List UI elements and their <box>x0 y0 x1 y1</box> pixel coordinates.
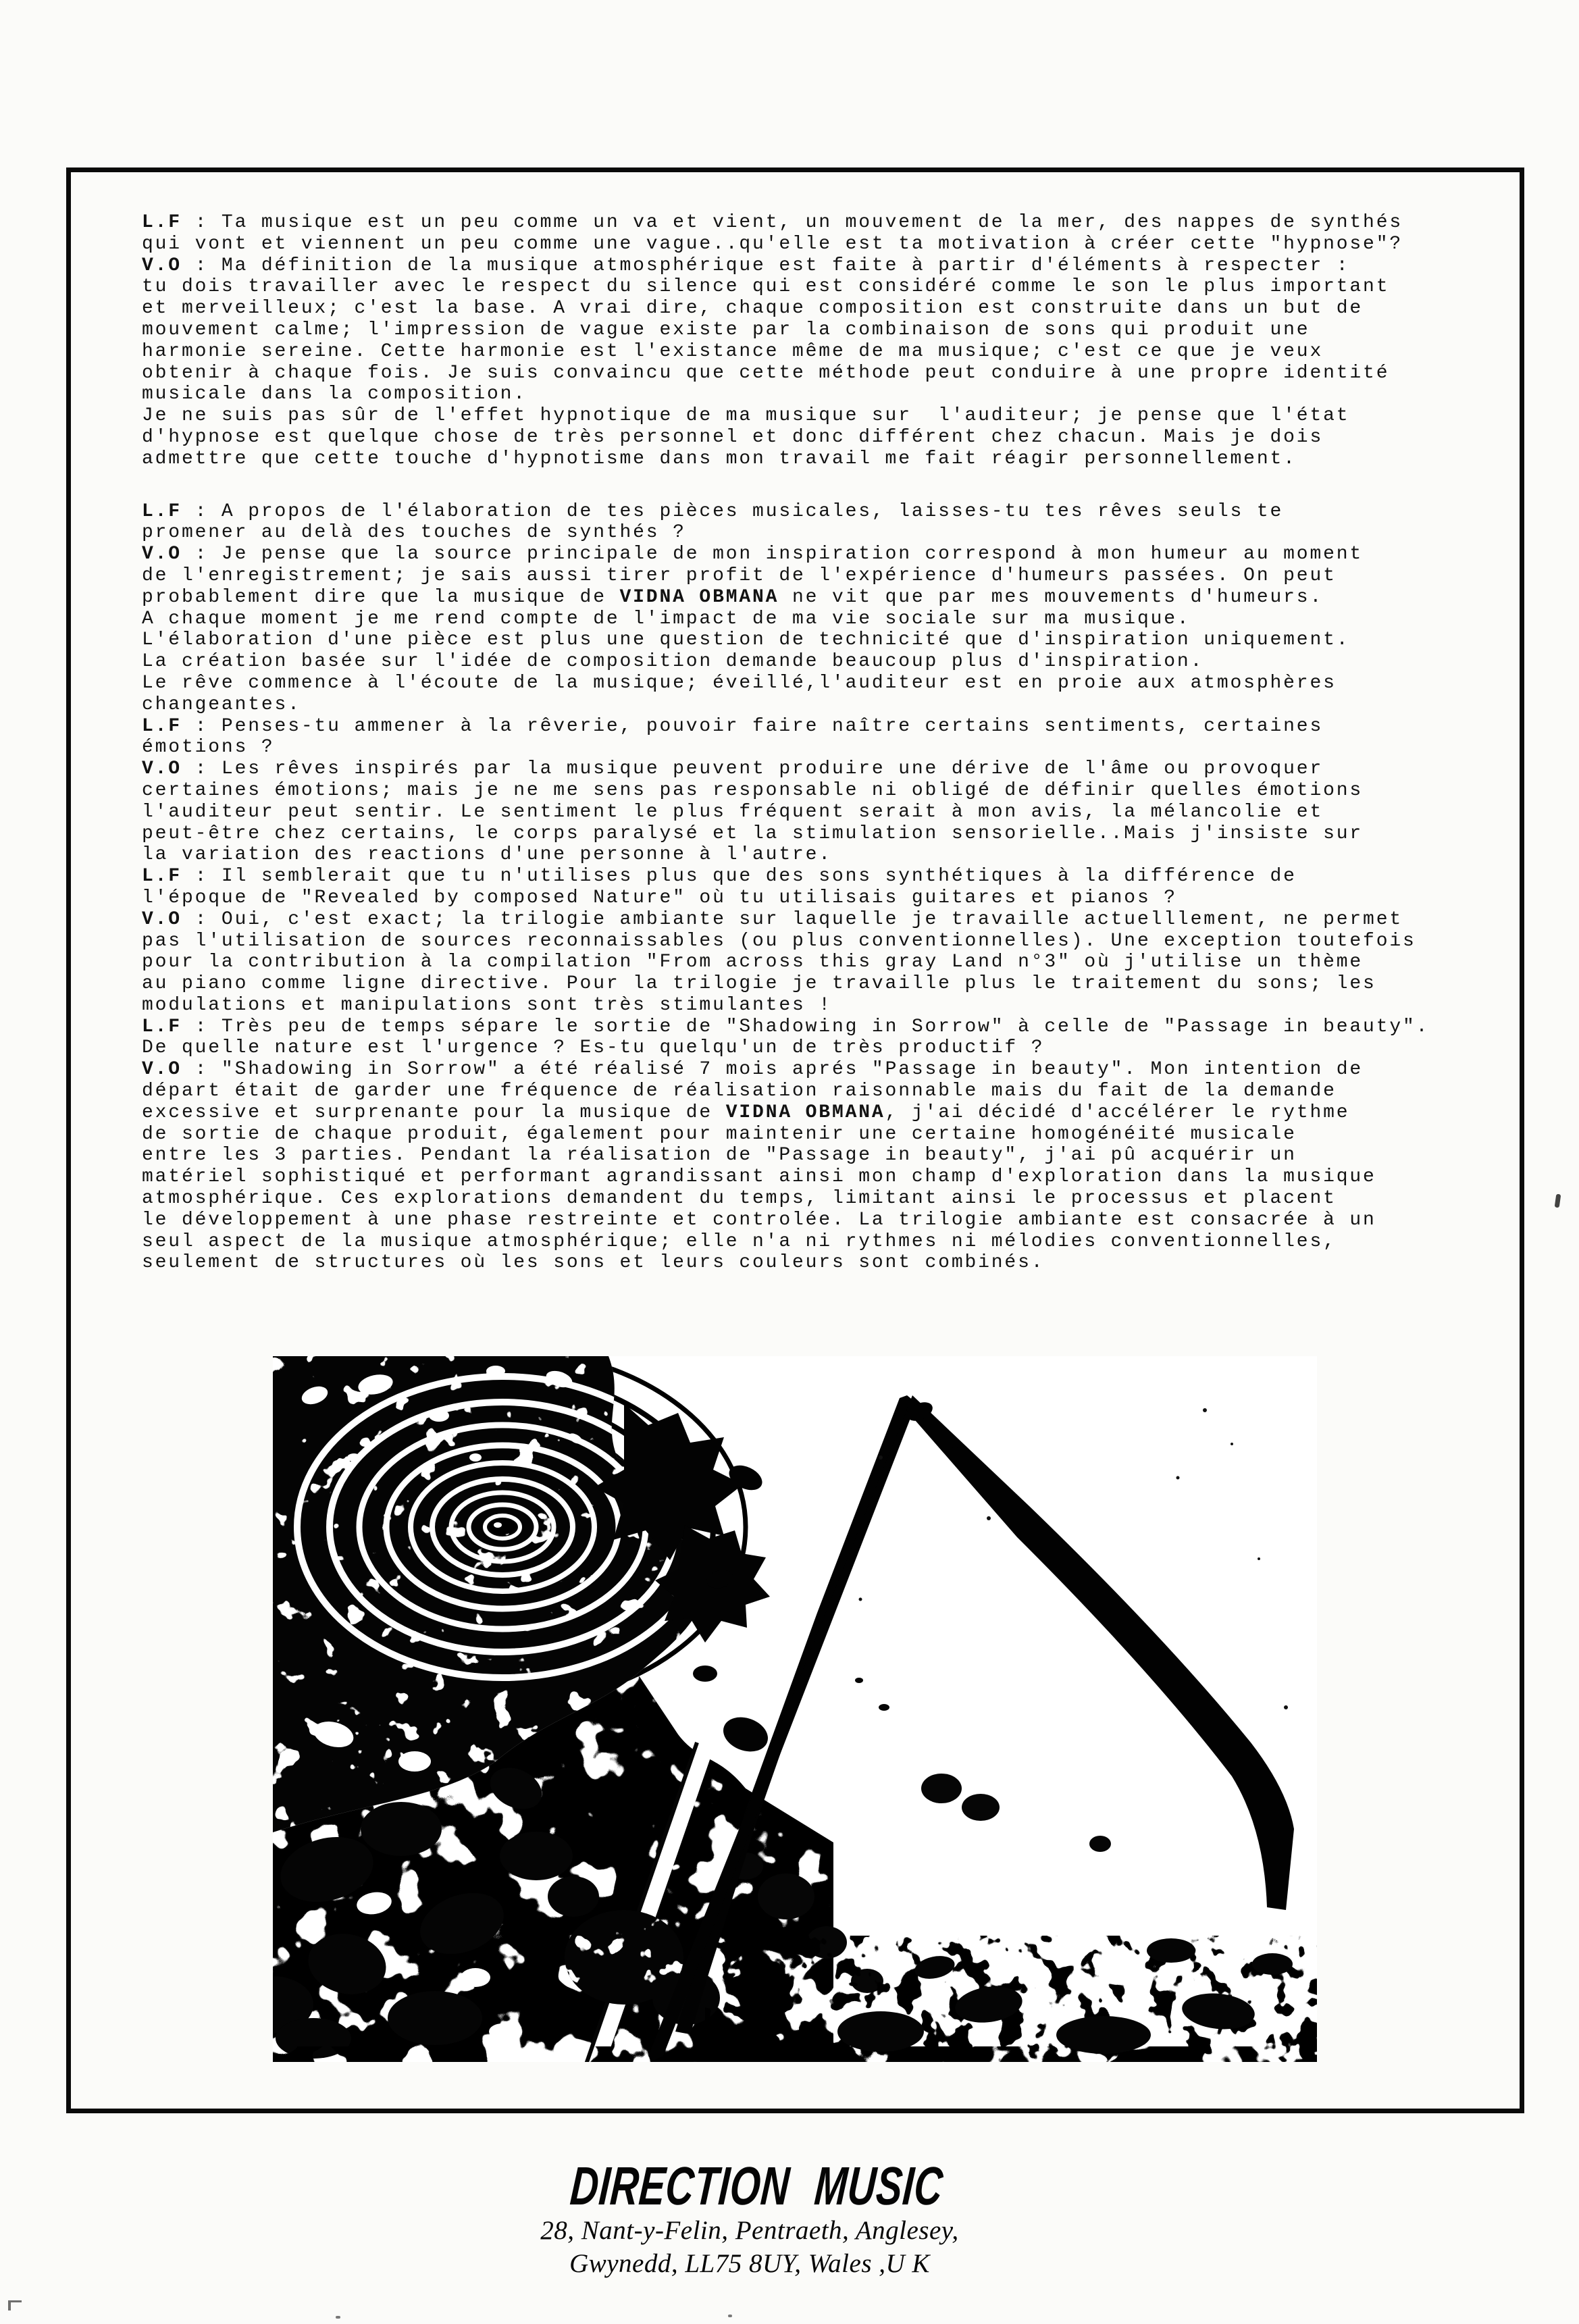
interview-line <box>142 651 1445 673</box>
interview-text-segment: : Penses-tu ammener à la rêverie, pouvoir faire naître certains sentiments, certaines <box>181 715 1324 737</box>
scan-artifact-corner <box>8 2300 22 2310</box>
interview-line <box>142 802 1445 823</box>
interview-text-segment: obtenir à chaque fois. Je suis convaincu que cette méthode peut conduire à une propre identité <box>142 362 1390 384</box>
ripple-center <box>489 1518 516 1534</box>
interview-text-segment: La création basée sur l'idée de composition demande beaucoup plus d'inspiration. <box>142 651 1204 673</box>
scan-artifact-dot <box>336 2316 340 2319</box>
interview-line <box>142 587 1445 609</box>
interview-text-segment: l'époque de "Revealed by composed Nature" où tu utilisais guitares et pianos ? <box>142 887 1177 908</box>
label-address-line1: 28, Nant-y-Felin, Pentraeth, Anglesey, <box>540 2216 959 2245</box>
interview-line <box>142 448 1445 470</box>
interview-line <box>142 758 1445 780</box>
interview-text-segment: la variation des reactions d'une personne à l'autre. <box>142 844 832 866</box>
interview-line <box>142 952 1445 973</box>
interview-line <box>142 501 1445 523</box>
label-address-line2: Gwynedd, LL75 8UY, Wales ,U K <box>569 2249 930 2278</box>
interview-text-segment: admettre que cette touche d'hypnotisme dans mon travail me fait réagir personnellement. <box>142 448 1297 469</box>
interview-text-segment: départ était de garder une fréquence de réalisation raisonnable mais du fait de la demande <box>142 1081 1337 1102</box>
interview-text-segment: certaines émotions; mais je ne me sens pas responsable ni obligé de définir quelles émotions <box>142 779 1364 801</box>
interview-text-segment: Je ne suis pas sûr de l'effet hypnotique de ma musique sur l'auditeur; je pense que l'état <box>142 405 1350 427</box>
interview-line <box>142 823 1445 845</box>
interview-text-segment: et merveilleux; c'est la base. A vrai dire, chaque composition est construite dans un but de <box>142 298 1364 319</box>
interview-line <box>142 780 1445 802</box>
interview-bold-segment: L.F <box>142 212 182 233</box>
interview-line <box>142 1252 1445 1274</box>
interview-text-segment: de l'enregistrement; je sais aussi tirer profit de l'expérience d'humeurs passées. On peut <box>142 565 1337 586</box>
interview-text-segment: : Oui, c'est exact; la trilogie ambiante sur laquelle je travaille actuelllement, ne permet <box>181 908 1403 930</box>
interview-text-segment: modulations et manipulations sont très stimulantes ! <box>142 994 832 1016</box>
interview-line <box>142 384 1445 405</box>
interview-line <box>142 694 1445 716</box>
interview-text-segment: : Ma définition de la musique atmosphérique est faite à partir d'éléments à respecter : <box>181 255 1350 276</box>
interview-line <box>142 737 1445 758</box>
interview-text-segment: promener au delà des touches de synthés ? <box>142 522 686 544</box>
interview-line <box>142 609 1445 630</box>
interview-line <box>142 887 1445 909</box>
interview-bold-segment: L.F <box>142 866 182 887</box>
interview-text-segment: : Il semblerait que tu n'utilises plus que des sons synthétiques à la différence de <box>181 866 1297 887</box>
interview-line <box>142 673 1445 694</box>
interview-text-segment: : A propos de l'élaboration de tes pièces musicales, laisses-tu tes rêves seuls te <box>181 500 1284 522</box>
interview-line <box>142 1102 1445 1124</box>
interview-line <box>142 1124 1445 1145</box>
photo <box>273 1356 1317 2062</box>
interview-line <box>142 1016 1445 1038</box>
interview-line <box>142 629 1445 651</box>
interview-text-segment: De quelle nature est l'urgence ? Es-tu quelqu'un de très productif ? <box>142 1037 1045 1059</box>
interview-text-segment: pas l'utilisation de sources reconnaissables (ou plus conventionnelles). Une exception toutefois <box>142 930 1416 952</box>
interview-line <box>142 276 1445 298</box>
interview-bold-segment: V.O <box>142 908 182 930</box>
interview-line <box>142 1037 1445 1059</box>
interview-text-segment: peut-être chez certains, le corps paralysé et la stimulation sensorielle..Mais j'insiste sur <box>142 823 1364 844</box>
interview-text-segment: ne vit que par mes mouvements d'humeurs. <box>779 586 1324 608</box>
interview-line <box>142 544 1445 565</box>
interview-text-segment: probablement dire que la musique de <box>142 586 620 608</box>
interview-bold-segment: V.O <box>142 758 182 780</box>
interview-text-segment: L'élaboration d'une pièce est plus une question de technicité que d'inspiration uniquement. <box>142 629 1350 651</box>
interview-line <box>142 1145 1445 1166</box>
interview-text-segment: tu dois travailler avec le respect du silence qui est considéré comme le son le plus important <box>142 276 1390 298</box>
interview-text-segment: A chaque moment je me rend compte de l'impact de ma vie sociale sur ma musique. <box>142 608 1191 629</box>
interview-text-segment: l'auditeur peut sentir. Le sentiment le plus fréquent serait à mon avis, la mélancolie et <box>142 801 1324 823</box>
interview-block <box>142 212 1445 470</box>
interview-text-segment: d'hypnose est quelque chose de très personnel et donc différent chez chacun. Mais je dois <box>142 426 1324 448</box>
label-name: DIRECTION MUSIC <box>568 2155 946 2217</box>
interview-line <box>142 255 1445 277</box>
footer <box>520 2155 979 2280</box>
interview-bold-segment: V.O <box>142 544 182 565</box>
interview-line <box>142 716 1445 738</box>
interview-text-segment: atmosphérique. Ces explorations demandent du temps, limitant ainsi le processus et placent <box>142 1188 1337 1210</box>
interview-text-segment: le développement à une phase restreinte et controlée. La trilogie ambiante est consacrée à un <box>142 1209 1376 1231</box>
interview-text-segment: : Je pense que la source principale de mon inspiration correspond à mon humeur au moment <box>181 544 1364 565</box>
interview-text-segment: musicale dans la composition. <box>142 384 527 405</box>
interview-line <box>142 405 1445 427</box>
ripple-center-glint <box>494 1522 502 1528</box>
interview-bold-segment: L.F <box>142 715 182 737</box>
interview-text-segment: pour la contribution à la compilation "From across this gray Land n°3" où j'utilise un thème <box>142 952 1364 973</box>
interview-line <box>142 1210 1445 1231</box>
interview-line <box>142 995 1445 1016</box>
interview-text-segment: : Très peu de temps sépare le sortie de "Shadowing in Sorrow" à celle de "Passage in beauty". <box>181 1016 1430 1037</box>
interview-block <box>142 501 1445 1274</box>
interview-text-segment: harmonie sereine. Cette harmonie est l'existance même de ma musique; c'est ce que je veux <box>142 340 1324 362</box>
interview-bold-segment: L.F <box>142 500 182 522</box>
interview-text-segment: matériel sophistiqué et performant agrandissant ainsi mon champ d'exploration dans la musique <box>142 1166 1376 1188</box>
interview-line <box>142 341 1445 363</box>
interview-text-segment: : "Shadowing in Sorrow" a été réalisé 7 mois aprés "Passage in beauty". Mon intention de <box>181 1059 1364 1081</box>
interview-line <box>142 1166 1445 1188</box>
interview-text-segment: entre les 3 parties. Pendant la réalisation de "Passage in beauty", j'ai pû acquérir un <box>142 1145 1297 1166</box>
interview-text-segment: de sortie de chaque produit, également pour maintenir une certaine homogénéité musicale <box>142 1123 1297 1145</box>
interview-line <box>142 1188 1445 1210</box>
interview-text-segment: : Ta musique est un peu comme un va et vient, un mouvement de la mer, des nappes de synthés <box>181 212 1403 233</box>
interview-line <box>142 931 1445 952</box>
interview-bold-segment: VIDNA OBMANA <box>619 586 779 608</box>
interview-text-segment: excessive et surprenante pour la musique de <box>142 1102 726 1123</box>
interview-text-segment: seul aspect de la musique atmosphérique; elle n'a ni rythmes ni mélodies conventionnelles, <box>142 1231 1337 1252</box>
interview-text-segment: , j'ai décidé d'accélérer le rythme <box>885 1102 1350 1123</box>
interview-line <box>142 1059 1445 1081</box>
interview-text-segment: changeantes. <box>142 694 301 715</box>
interview-line <box>142 909 1445 931</box>
interview-text-segment: émotions ? <box>142 737 275 758</box>
interview-bold-segment: V.O <box>142 255 182 276</box>
interview-line <box>142 1231 1445 1253</box>
interview-line <box>142 973 1445 995</box>
interview-bold-segment: VIDNA OBMANA <box>725 1102 885 1123</box>
interview-line <box>142 298 1445 319</box>
interview-line <box>142 1081 1445 1102</box>
interview-line <box>142 565 1445 587</box>
interview-text <box>142 212 1445 1274</box>
interview-line <box>142 363 1445 384</box>
interview-text-segment: qui vont et viennent un peu comme une vague..qu'elle est ta motivation à créer cette "hypnose"? <box>142 233 1403 255</box>
interview-text-segment: : Les rêves inspirés par la musique peuvent produire une dérive de l'âme ou provoquer <box>181 758 1324 780</box>
interview-line <box>142 427 1445 448</box>
interview-bold-segment: L.F <box>142 1016 182 1037</box>
interview-text-segment: seulement de structures où les sons et leurs couleurs sont combinés. <box>142 1252 1045 1274</box>
interview-text-segment: Le rêve commence à l'écoute de la musique; éveillé,l'auditeur est en proie aux atmosphères <box>142 672 1337 694</box>
interview-line <box>142 319 1445 341</box>
interview-line <box>142 522 1445 544</box>
interview-line <box>142 844 1445 866</box>
scan-artifact-dot <box>728 2315 732 2317</box>
interview-line <box>142 866 1445 887</box>
scan-artifact-quote <box>1555 1194 1561 1208</box>
interview-bold-segment: V.O <box>142 1059 182 1081</box>
interview-text-segment: mouvement calme; l'impression de vague existe par la combinaison de sons qui produit une <box>142 319 1310 340</box>
interview-line <box>142 234 1445 255</box>
interview-line <box>142 212 1445 234</box>
photo-image <box>273 1356 1317 2062</box>
interview-text-segment: au piano comme ligne directive. Pour la trilogie je travaille plus le traitement du sons; les <box>142 973 1376 995</box>
